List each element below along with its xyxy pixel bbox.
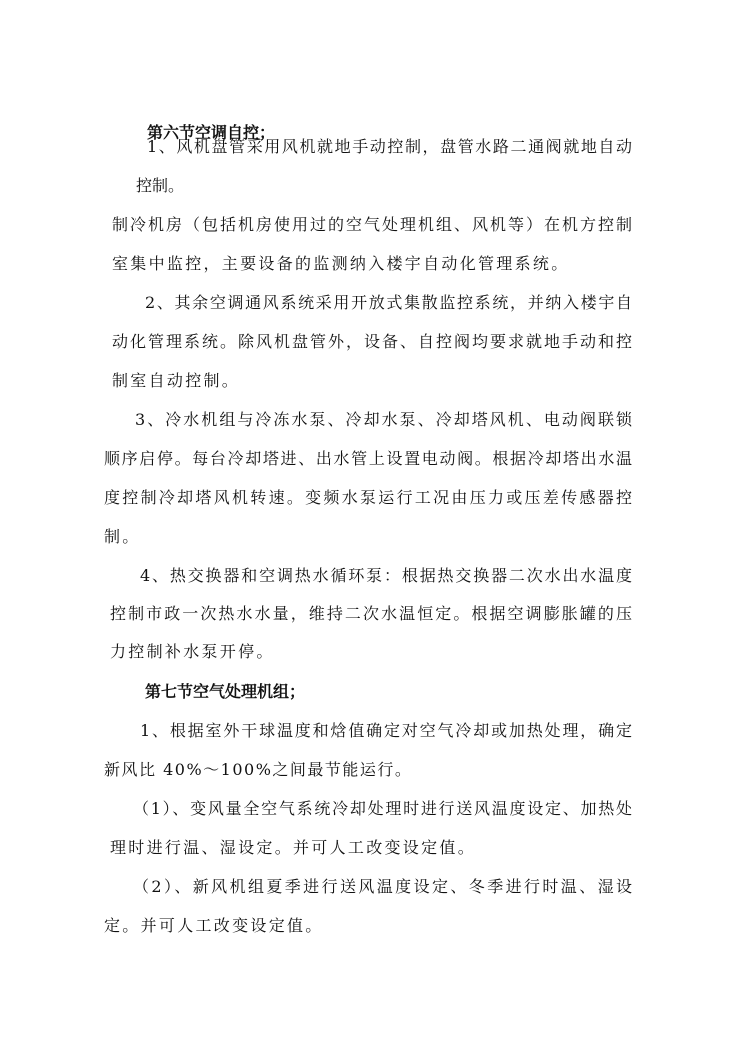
paragraph-line: （2）、新风机组夏季进行送风温度设定、冬季进行时温、湿设 (133, 877, 632, 896)
paragraph-line: 1、风机盘管采用风机就地手动控制，盘管水路二通阀就地自动 (147, 137, 632, 156)
paragraph-line: 控制市政一次热水水量，维持二次水温恒定。根据空调膨胀罐的压 (110, 604, 632, 623)
paragraph-line: 控制。 (136, 176, 185, 195)
section-heading-7: 第七节空气处理机组； (145, 682, 306, 701)
section-heading-6: 第六节空调自控； (147, 123, 276, 142)
paragraph-line: 新风比 40%～100%之间最节能运行。 (104, 760, 413, 779)
paragraph-line: 度控制冷却塔风机转速。变频水泵运行工况由压力或压差传感器控 (104, 488, 632, 507)
paragraph-line: 制冷机房（包括机房使用过的空气处理机组、风机等）在机方控制 (112, 215, 632, 234)
paragraph-line: （1）、变风量全空气系统冷却处理时进行送风温度设定、加热处 (133, 799, 632, 818)
paragraph-line: 制。 (104, 527, 141, 546)
paragraph-line: 顺序启停。每台冷却塔进、出水管上设置电动阀。根据冷却塔出水温 (104, 449, 632, 468)
paragraph-line: 3、冷水机组与冷冻水泵、冷却水泵、冷却塔风机、电动阀联锁 (135, 410, 632, 429)
paragraph-line: 定。并可人工改变设定值。 (104, 916, 324, 935)
paragraph-line: 制室自动控制。 (112, 371, 241, 390)
paragraph-line: 4、热交换器和空调热水循环泵：根据热交换器二次水出水温度 (140, 566, 632, 585)
paragraph-line: 室集中监控，主要设备的监测纳入楼宇自动化管理系统。 (112, 254, 570, 273)
paragraph-line: 动化管理系统。除风机盘管外，设备、自控阀均要求就地手动和控 (112, 332, 632, 351)
paragraph-line: 理时进行温、湿设定。并可人工改变设定值。 (110, 838, 477, 857)
paragraph-line: 力控制补水泵开停。 (110, 642, 275, 661)
paragraph-line: 1、根据室外干球温度和焓值确定对空气冷却或加热处理，确定 (140, 721, 632, 740)
paragraph-line: 2、其余空调通风系统采用开放式集散监控系统，并纳入楼宇自 (145, 293, 632, 312)
